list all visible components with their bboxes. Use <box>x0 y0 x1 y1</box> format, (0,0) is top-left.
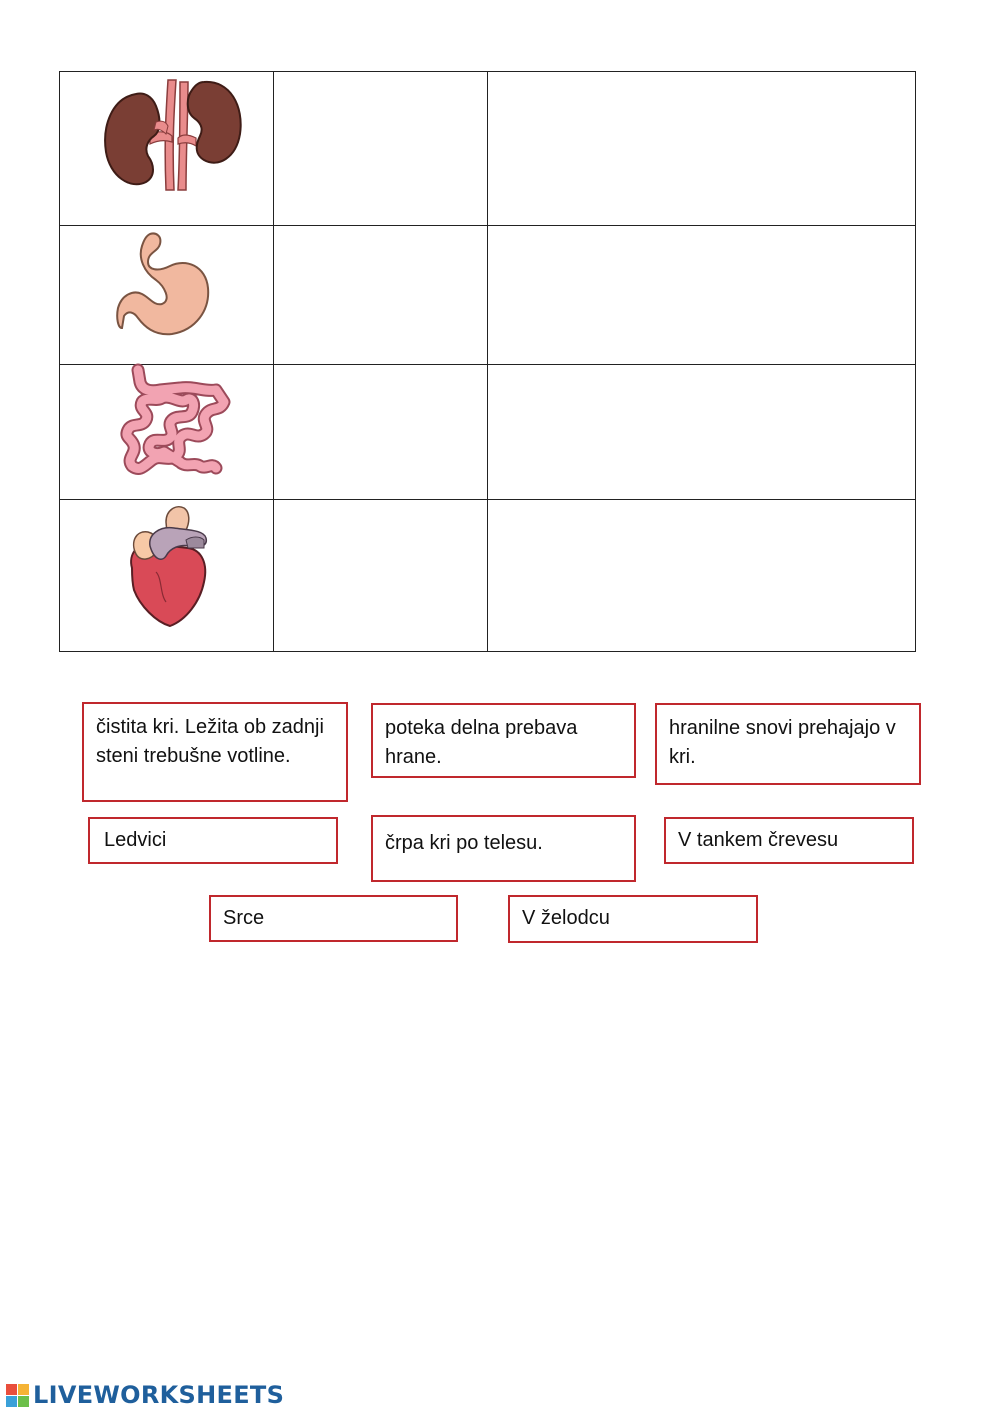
answer-card[interactable] <box>371 703 636 778</box>
answer-card[interactable] <box>82 702 348 802</box>
stomach-icon <box>114 230 214 338</box>
small-intestine-icon <box>120 362 232 480</box>
answer-card[interactable] <box>371 815 636 882</box>
answer-card[interactable] <box>209 895 458 942</box>
drop-zone-function-row1[interactable] <box>488 72 914 224</box>
kidneys-icon <box>100 72 245 197</box>
card-text: V želodcu <box>522 907 610 929</box>
card-text: črpa kri po telesu. <box>385 832 543 854</box>
logo-text: LIVEWORKSHEETS <box>33 1381 285 1409</box>
drop-zone-name-row3[interactable] <box>274 365 486 498</box>
drop-zone-name-row2[interactable] <box>274 226 486 363</box>
card-text: hranilne snovi prehajajo v kri. <box>669 717 896 768</box>
table-border-left <box>59 71 60 652</box>
drop-zone-function-row4[interactable] <box>488 500 914 650</box>
card-text: V tankem črevesu <box>678 829 839 851</box>
drop-zone-name-row4[interactable] <box>274 500 486 650</box>
card-text: Srce <box>223 907 265 929</box>
table-border-right <box>915 71 916 652</box>
drop-zone-function-row3[interactable] <box>488 365 914 498</box>
answer-card[interactable] <box>655 703 921 785</box>
card-text: poteka delna prebava hrane. <box>385 717 578 768</box>
card-text: čistita kri. Ležita ob zadnji steni trebušne votline. <box>96 716 324 767</box>
card-text: Ledvici <box>104 829 167 851</box>
drop-zone-name-row1[interactable] <box>274 72 486 224</box>
answer-card[interactable] <box>88 817 338 864</box>
logo-blocks-icon <box>6 1384 29 1407</box>
answer-card[interactable] <box>664 817 914 864</box>
heart-icon <box>126 502 214 630</box>
liveworksheets-logo[interactable] <box>6 1380 284 1410</box>
answer-card[interactable] <box>508 895 758 943</box>
drop-zone-function-row2[interactable] <box>488 226 914 363</box>
